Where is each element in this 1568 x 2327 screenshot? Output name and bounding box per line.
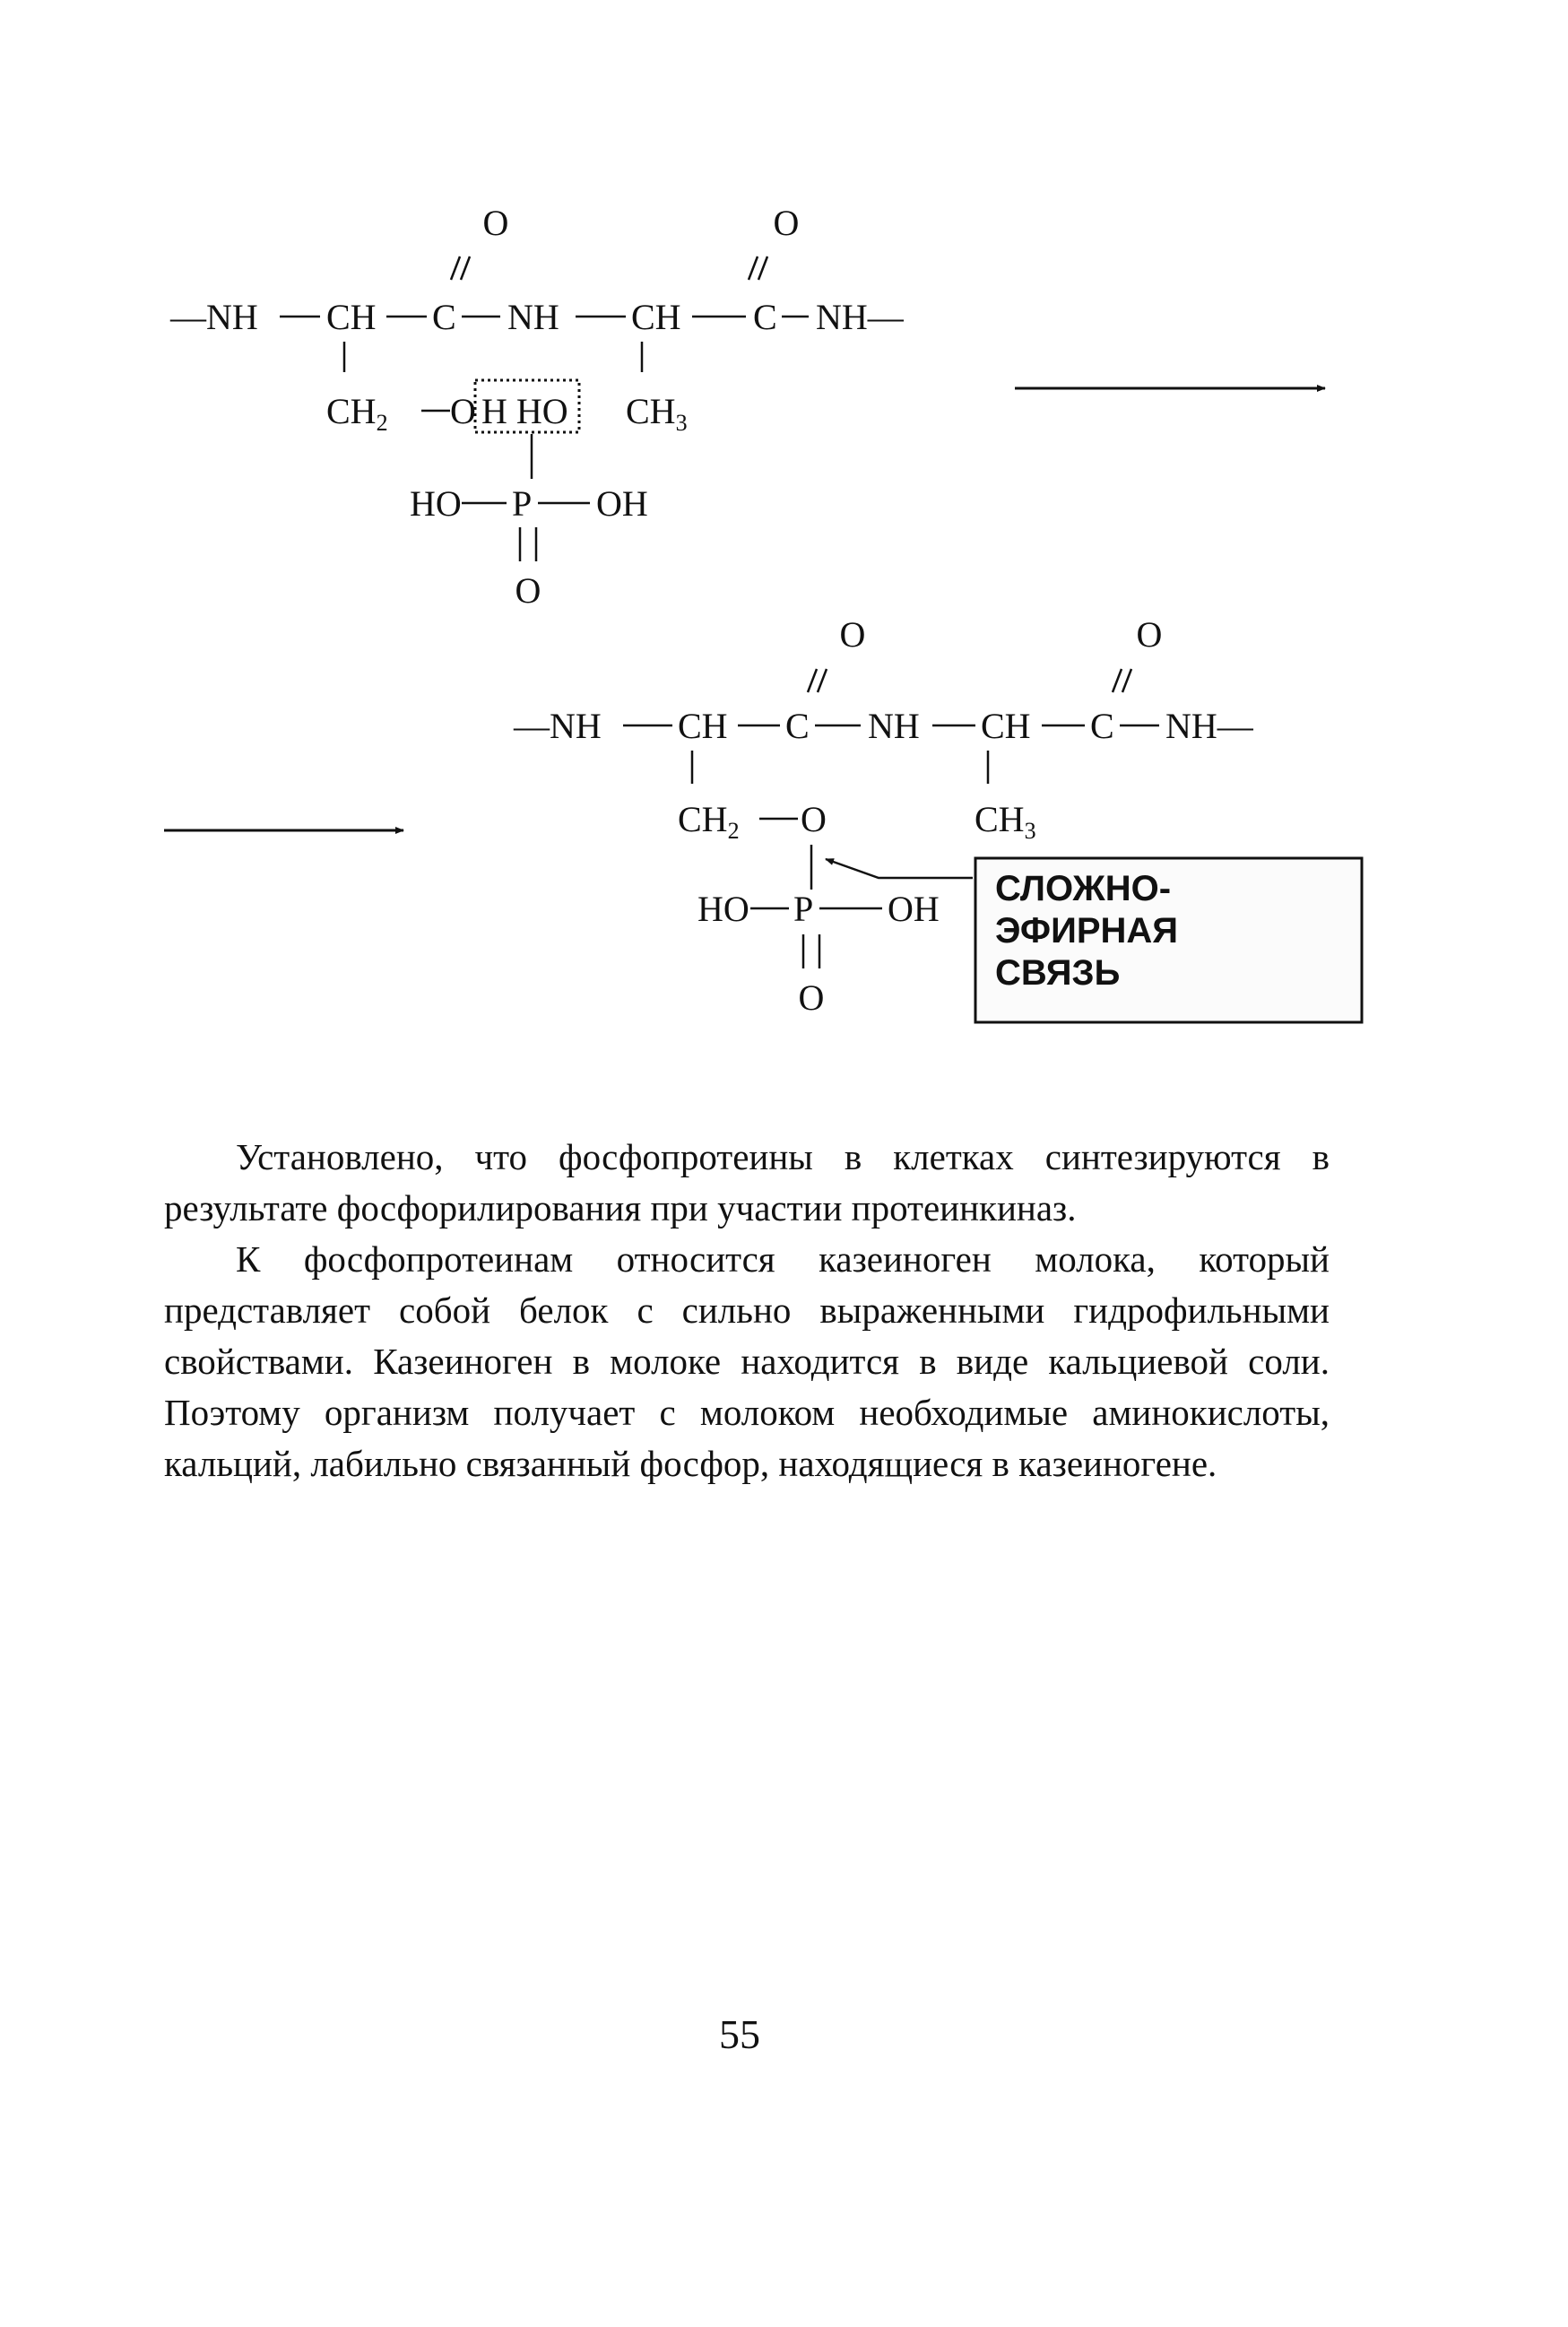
product-ch3-subscript: 3: [1024, 818, 1036, 844]
reactant-p-o-double-bond: [520, 527, 536, 561]
product-ch3-group: [975, 799, 1036, 844]
product-ch2-subscript: 2: [727, 818, 740, 844]
reactant-ch2-subscript: 2: [376, 410, 388, 436]
product-phosphate-ho: HO: [697, 889, 749, 929]
reactant-double-bond-2: [749, 256, 767, 280]
product-nh-middle: NH: [868, 706, 920, 746]
callout-line-1: СЛОЖНО-: [995, 869, 1172, 908]
product-phosphate-oxygen: O: [798, 977, 825, 1018]
product-nh-right: NH—: [1165, 706, 1253, 746]
product-ch-alpha-1: CH: [678, 706, 728, 746]
product-carbonyl-oxygen-2: O: [1136, 614, 1163, 655]
product-double-bond-1: [808, 669, 827, 692]
body-text: [164, 1132, 1330, 1489]
product-ch3-base: CH: [975, 799, 1025, 839]
reactant-ch-alpha-1: CH: [326, 297, 377, 337]
product-carbonyl-carbon-1: C: [785, 706, 810, 746]
reactant-phosphorus: P: [512, 483, 533, 524]
callout-line-3: СВЯЗЬ: [995, 953, 1121, 993]
reactant-carbonyl-carbon-2: C: [753, 297, 777, 337]
product-nh-left: —NH: [514, 706, 602, 746]
reactant-phosphoric-ho: HO: [410, 483, 462, 524]
reactant-structure: [169, 203, 905, 611]
product-p-o-double-bond: [803, 934, 819, 968]
paragraph: К фосфопротеинам относится казеиноген молока, который представляет собой белок с сильно выраженными гидрофильными свойствами. Казеиноген в молоке находится в виде кальциевой соли. Поэтому организм получает с молоком необходимые аминокислоты, кальций, лабильно связанный фосфор, находящиеся в казеиногене.: [164, 1238, 1330, 1484]
reactant-phosphate-oxygen: O: [515, 570, 541, 611]
reactant-double-bond-1: [451, 256, 470, 280]
reactant-ch2-base: CH: [326, 391, 377, 431]
product-ch-alpha-2: CH: [981, 706, 1031, 746]
product-carbonyl-carbon-2: C: [1090, 706, 1114, 746]
reactant-carbonyl-oxygen-1: O: [482, 203, 509, 243]
reactant-eliminated-water: H HO: [481, 391, 568, 431]
callout-line-2: ЭФИРНАЯ: [995, 911, 1179, 951]
page-number: 55: [719, 2011, 760, 2057]
product-phosphorus: P: [793, 889, 814, 929]
reactant-phosphoric-oh: OH: [596, 483, 648, 524]
reaction-diagram: [0, 0, 1568, 1058]
ester-bond-callout-box: [975, 858, 1362, 1022]
product-ch2-group: [678, 799, 740, 844]
reactant-ester-oxygen: O: [450, 391, 476, 431]
product-carbonyl-oxygen-1: O: [839, 614, 866, 655]
reactant-ch3-group: [626, 391, 688, 436]
product-phosphate-oh: OH: [888, 889, 940, 929]
reactant-nh-left: —NH: [170, 297, 258, 337]
reactant-ch2-group: [326, 391, 388, 436]
reactant-carbonyl-carbon-1: C: [432, 297, 456, 337]
product-double-bond-2: [1113, 669, 1131, 692]
product-ester-oxygen: O: [801, 799, 827, 839]
reactant-carbonyl-oxygen-2: O: [773, 203, 800, 243]
reactant-ch-alpha-2: CH: [631, 297, 681, 337]
reactant-ch3-subscript: 3: [675, 410, 688, 436]
reactant-nh-middle: NH: [507, 297, 559, 337]
paragraph: Установлено, что фосфопротеины в клетках синтезируются в результате фосфорилирования при участии протеинкиназ.: [164, 1136, 1330, 1229]
callout-arrow: [826, 859, 973, 878]
product-ch2-base: CH: [678, 799, 728, 839]
reactant-nh-right: NH—: [816, 297, 904, 337]
reactant-ch3-base: CH: [626, 391, 676, 431]
